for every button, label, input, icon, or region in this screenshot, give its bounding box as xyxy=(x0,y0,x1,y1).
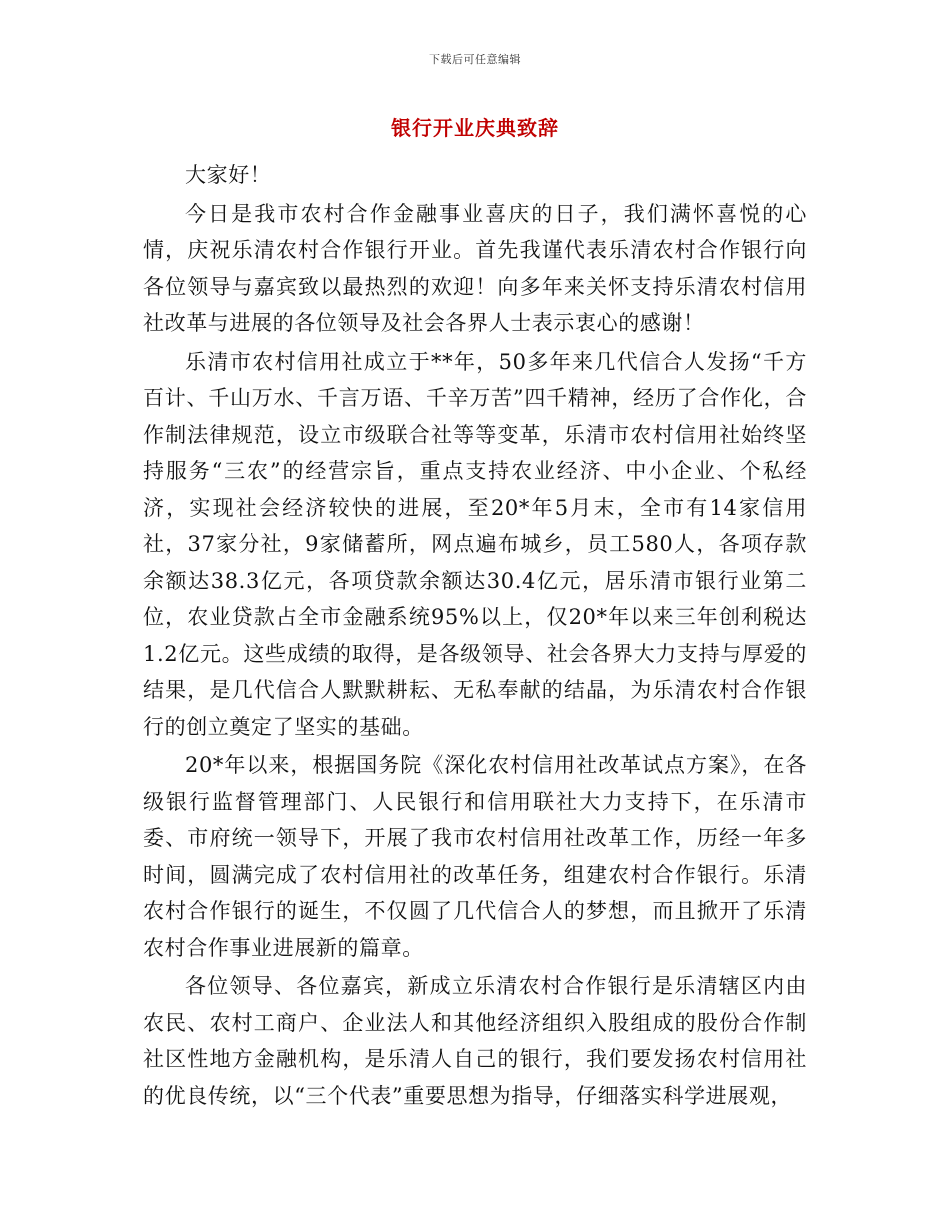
paragraph-opening: 今日是我市农村合作金融事业喜庆的日子，我们满怀喜悦的心情，庆祝乐清农村合作银行开业。首先我谨代表乐清农村合作银行向各位领导与嘉宾致以最热烈的欢迎！向多年来关怀支持乐清农村信用社改革与进展的各位领导及社会各界人士表示衷心的感谢！ xyxy=(143,201,807,335)
paragraph-greeting: 大家好！ xyxy=(185,163,272,187)
paragraph-history: 乐清市农村信用社成立于**年，50多年来几代信合人发扬“千方百计、千山万水、千言万语、千辛万苦”四千精神，经历了合作化，合作制法律规范，设立市级联合社等等变革，乐清市农村信用社始终坚持服务“三农”的经营宗旨，重点支持农业经济、中小企业、个私经济，实现社会经济较快的进展，至20*年5月末，全市有14家信用社，37家分社，9家储蓄所，网点遍布城乡，员工580人，各项存款余额达38.3亿元，各项贷款余额达30.4亿元，居乐清市银行业第二位，农业贷款占全市金融系统95%以上，仅20*年以来三年创利税达1.2亿元。这些成绩的取得，是各级领导、社会各界大力支持与厚爱的结果，是几代信合人默默耕耘、无私奉献的结晶，为乐清农村合作银行的创立奠定了坚实的基础。 xyxy=(143,349,807,739)
paragraph-reform: 20*年以来，根据国务院《深化农村信用社改革试点方案》，在各级银行监督管理部门、人民银行和信用联社大力支持下，在乐清市委、市府统一领导下，开展了我市农村信用社改革工作，历经一年多时间，圆满完成了农村信用社的改革任务，组建农村合作银行。乐清农村合作银行的诞生，不仅圆了几代信合人的梦想，而且掀开了乐清农村合作事业进展新的篇章。 xyxy=(143,753,807,960)
header-note: 下载后可任意编辑 xyxy=(429,53,521,66)
document-body xyxy=(143,157,807,1116)
paragraph-mission: 各位领导、各位嘉宾，新成立乐清农村合作银行是乐清辖区内由农民、农村工商户、企业法人和其他经济组织入股组成的股份合作制社区性地方金融机构，是乐清人自己的银行，我们要发扬农村信用社的优良传统，以“三个代表”重要思想为指导，仔细落实科学进展观， xyxy=(143,974,807,1108)
document-title: 银行开业庆典致辞 xyxy=(391,116,559,140)
